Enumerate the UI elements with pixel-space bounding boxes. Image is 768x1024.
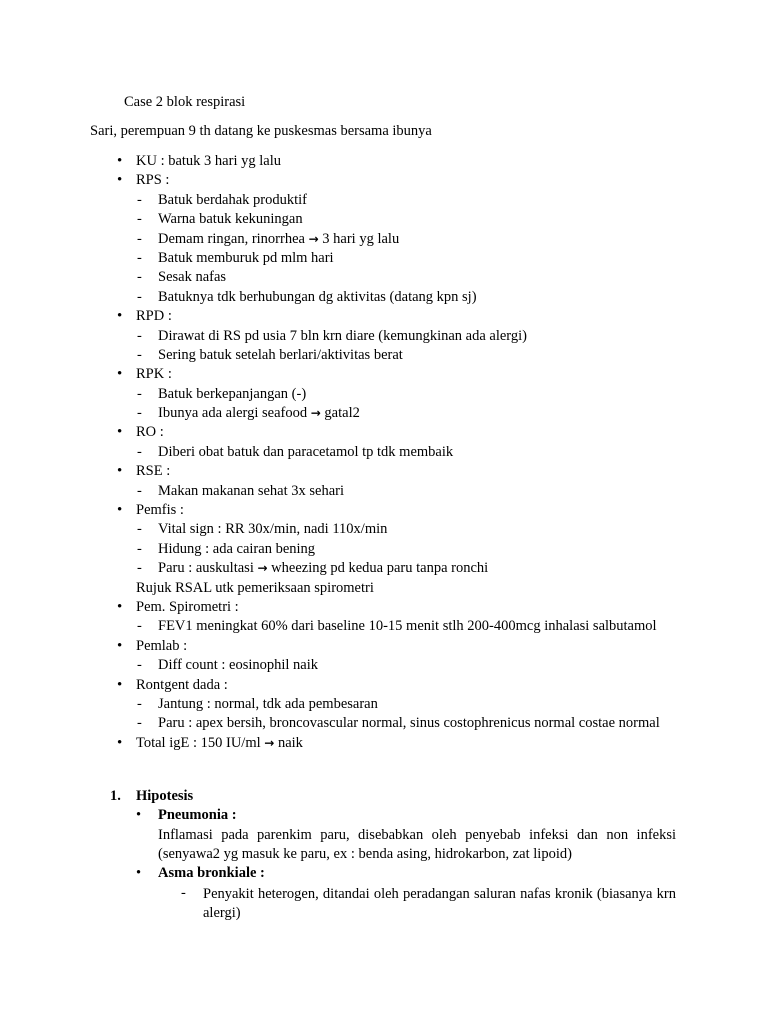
arrow-right-icon: → bbox=[257, 561, 268, 576]
arrow-right-icon: → bbox=[310, 406, 321, 421]
list-item-text bbox=[158, 249, 334, 268]
case-intro: Sari, perempuan 9 th datang ke puskesmas bersama ibunya bbox=[90, 123, 432, 139]
bullet-marker: • bbox=[117, 366, 123, 383]
dash-marker: - bbox=[137, 715, 142, 732]
dash-marker: - bbox=[137, 482, 142, 499]
item-text: Paru : auskultasi bbox=[158, 560, 254, 577]
asma-bullet: • bbox=[136, 865, 142, 881]
list-item-text bbox=[158, 520, 387, 539]
item-text: Batuk berkepanjangan (-) bbox=[158, 385, 307, 402]
item-text: Pem. Spirometri : bbox=[136, 598, 239, 615]
list-item-dash bbox=[0, 210, 768, 229]
dash-marker: - bbox=[137, 695, 142, 712]
list-item-bullet bbox=[0, 598, 768, 617]
item-text: KU : batuk 3 hari yg lalu bbox=[136, 153, 281, 169]
item-text: RO : bbox=[136, 424, 164, 441]
item-text: Ibunya ada alergi seafood bbox=[158, 405, 308, 422]
list-item-text bbox=[158, 695, 378, 714]
list-item-text bbox=[136, 462, 170, 481]
list-item-text bbox=[136, 307, 172, 326]
list-item-text bbox=[136, 676, 228, 695]
heading-text: Hipotesis bbox=[136, 788, 194, 804]
dash-marker: - bbox=[137, 327, 142, 344]
item-text: Sesak nafas bbox=[158, 269, 227, 286]
list-item-text bbox=[158, 482, 344, 501]
list-item-note bbox=[0, 579, 768, 598]
list-item-text bbox=[158, 268, 226, 287]
list-item-dash bbox=[0, 714, 768, 733]
bullet-marker: • bbox=[117, 308, 123, 325]
dash-marker: - bbox=[137, 560, 142, 577]
dash-marker: - bbox=[137, 540, 142, 557]
heading-number: 1. bbox=[110, 788, 121, 804]
case-findings-list bbox=[0, 152, 768, 753]
list-item-text bbox=[136, 637, 187, 656]
item-text: Diberi obat batuk dan paracetamol tp tdk membaik bbox=[158, 443, 454, 460]
list-item-text bbox=[158, 288, 477, 307]
dash-marker: - bbox=[137, 269, 142, 286]
list-item-text bbox=[158, 230, 399, 249]
list-item-dash bbox=[0, 443, 768, 462]
item-text: Warna batuk kekuningan bbox=[158, 211, 303, 228]
list-item-dash bbox=[0, 249, 768, 268]
list-item-dash bbox=[0, 617, 768, 636]
list-item-dash bbox=[0, 288, 768, 307]
dash-marker: - bbox=[137, 521, 142, 538]
dash-marker: - bbox=[137, 346, 142, 363]
bullet-marker: • bbox=[117, 598, 123, 615]
item-text: Paru : apex bersih, broncovascular normal, sinus costophrenicus normal costae normal bbox=[158, 715, 660, 732]
arrow-right-icon: → bbox=[264, 735, 275, 750]
item-text: Batuk memburuk pd mlm hari bbox=[158, 249, 334, 266]
list-item-dash bbox=[0, 327, 768, 346]
item-text: Makan makanan sehat 3x sehari bbox=[158, 482, 345, 499]
list-item-dash bbox=[0, 695, 768, 714]
list-item-dash bbox=[0, 559, 768, 578]
list-item-text bbox=[136, 171, 169, 190]
item-text: Total igE : 150 IU/ml bbox=[136, 734, 261, 751]
list-item-text bbox=[136, 423, 164, 442]
dash-marker: - bbox=[137, 618, 142, 635]
item-text: RPK : bbox=[136, 366, 172, 383]
bullet-marker: • bbox=[117, 502, 123, 519]
pneumonia-description: Inflamasi pada parenkim paru, disebabkan oleh penyebab infeksi dan non infeksi (senyawa2 yg masuk ke paru, ex : benda asing, hidrokarbon, zat lipoid) bbox=[158, 827, 676, 863]
dash-marker: - bbox=[137, 249, 142, 266]
pneumonia-bullet: • bbox=[136, 807, 142, 823]
item-text: Dirawat di RS pd usia 7 bln krn diare (kemungkinan ada alergi) bbox=[158, 327, 527, 344]
list-item-dash bbox=[0, 268, 768, 287]
list-item-text bbox=[136, 501, 184, 520]
bullet-marker: • bbox=[117, 424, 123, 441]
dash-marker: - bbox=[137, 191, 142, 208]
list-item-dash bbox=[0, 520, 768, 539]
list-item-bullet bbox=[0, 171, 768, 190]
item-text: Rujuk RSAL utk pemeriksaan spirometri bbox=[136, 579, 374, 596]
list-item-bullet bbox=[0, 307, 768, 326]
list-item-text bbox=[158, 617, 657, 636]
list-item-text bbox=[158, 540, 315, 559]
dash-marker: - bbox=[137, 288, 142, 305]
item-text: Jantung : normal, tdk ada pembesaran bbox=[158, 695, 378, 712]
item-text: Sering batuk setelah berlari/aktivitas berat bbox=[158, 346, 403, 363]
list-item-bullet bbox=[0, 152, 768, 171]
list-item-text bbox=[158, 191, 307, 210]
item-text: RPD : bbox=[136, 308, 172, 325]
item-text: Hidung : ada cairan bening bbox=[158, 540, 316, 557]
list-item-text bbox=[136, 152, 281, 171]
dash-marker: - bbox=[137, 230, 142, 247]
list-item-text bbox=[136, 579, 374, 598]
list-item-text bbox=[136, 734, 303, 753]
arrow-right-icon: → bbox=[308, 231, 319, 246]
list-item-bullet bbox=[0, 365, 768, 384]
list-item-bullet bbox=[0, 462, 768, 481]
list-item-bullet bbox=[0, 734, 768, 753]
dash-marker: - bbox=[137, 657, 142, 674]
dash-marker: - bbox=[137, 211, 142, 228]
hipotesis-heading bbox=[110, 788, 193, 805]
list-item-text bbox=[158, 656, 318, 675]
dash-marker: - bbox=[137, 385, 142, 402]
pneumonia-label: Pneumonia : bbox=[158, 807, 237, 823]
item-text: RPS : bbox=[136, 172, 170, 189]
bullet-marker: • bbox=[117, 676, 123, 693]
list-item-dash bbox=[0, 385, 768, 404]
list-item-dash bbox=[0, 404, 768, 423]
list-item-text bbox=[136, 598, 239, 617]
item-text: Pemfis : bbox=[136, 502, 184, 519]
bullet-marker: • bbox=[117, 734, 123, 751]
list-item-text bbox=[158, 404, 360, 423]
bullet-marker: • bbox=[117, 153, 123, 169]
list-item-text bbox=[158, 443, 453, 462]
list-item-text bbox=[136, 365, 172, 384]
list-item-text bbox=[158, 346, 403, 365]
asma-label: Asma bronkiale : bbox=[158, 865, 265, 881]
bullet-marker: • bbox=[117, 637, 123, 654]
item-text: Diff count : eosinophil naik bbox=[158, 657, 319, 674]
bullet-marker: • bbox=[117, 463, 123, 480]
list-item-dash bbox=[0, 191, 768, 210]
item-text: Rontgent dada : bbox=[136, 676, 228, 693]
item-text-after-arrow: 3 hari yg lalu bbox=[318, 230, 400, 247]
list-item-text bbox=[158, 210, 303, 229]
list-item-dash bbox=[0, 540, 768, 559]
item-text-after-arrow: gatal2 bbox=[320, 405, 360, 422]
list-item-dash bbox=[0, 482, 768, 501]
list-item-bullet bbox=[0, 637, 768, 656]
item-text: FEV1 meningkat 60% dari baseline 10-15 menit stlh 200-400mcg inhalasi salbutamol bbox=[158, 618, 657, 635]
list-item-text bbox=[158, 327, 527, 346]
item-text-after-arrow: wheezing pd kedua paru tanpa ronchi bbox=[267, 560, 489, 577]
item-text: Batuk berdahak produktif bbox=[158, 191, 307, 208]
list-item-bullet bbox=[0, 676, 768, 695]
item-text: Vital sign : RR 30x/min, nadi 110x/min bbox=[158, 521, 388, 538]
asma-description: Penyakit heterogen, ditandai oleh peradangan saluran nafas kronik (biasanya krn alergi) bbox=[203, 886, 676, 922]
list-item-text bbox=[158, 385, 306, 404]
document-title: Case 2 blok respirasi bbox=[124, 94, 246, 110]
bullet-marker: • bbox=[117, 172, 123, 189]
list-item-bullet bbox=[0, 501, 768, 520]
dash-marker: - bbox=[137, 443, 142, 460]
list-item-dash bbox=[0, 346, 768, 365]
list-item-dash bbox=[0, 230, 768, 249]
list-item-text bbox=[158, 715, 660, 731]
item-text: Demam ringan, rinorrhea bbox=[158, 230, 305, 247]
item-text-after-arrow: naik bbox=[274, 734, 303, 751]
item-text: Pemlab : bbox=[136, 637, 188, 654]
list-item-text bbox=[158, 559, 488, 578]
dash-marker: - bbox=[137, 405, 142, 422]
list-item-bullet bbox=[0, 423, 768, 442]
list-item-dash bbox=[0, 656, 768, 675]
asma-dash: - bbox=[181, 885, 186, 901]
item-text: RSE : bbox=[136, 463, 171, 480]
item-text: Batuknya tdk berhubungan dg aktivitas (datang kpn sj) bbox=[158, 288, 477, 305]
